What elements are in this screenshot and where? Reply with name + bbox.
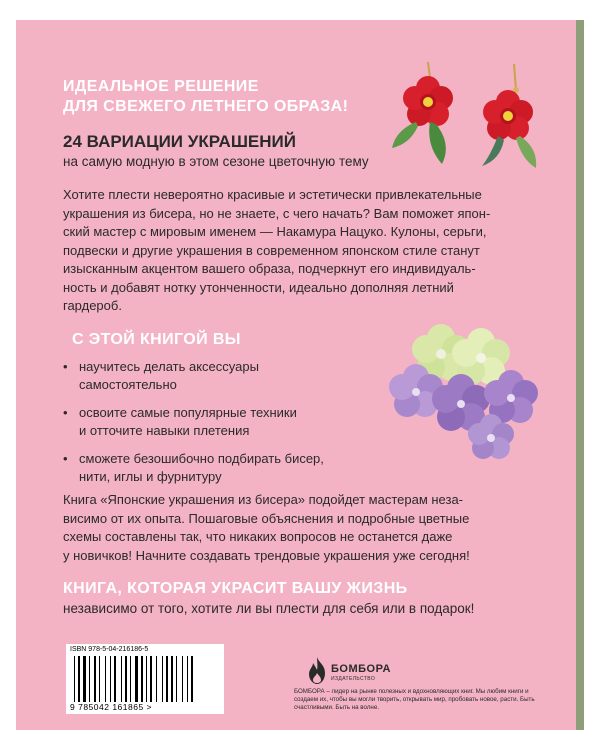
bombora-fire-logo-icon [305,656,329,686]
intro-line: Хотите плести невероятно красивые и эстетически привлекательные [63,187,482,202]
benefit-line: сможете безошибочно подбирать бисер, [79,451,324,466]
bullet-icon: • [63,405,68,420]
benefit-line: научитесь делать аксессуары [79,359,259,374]
closing-line: висимо от их опыта. Пошаговые объяснения и подробные цветные [63,510,470,526]
publisher-subtitle: ИЗДАТЕЛЬСТВО [331,676,376,682]
red-flower-earrings-image [386,60,551,175]
intro-line: ский мастер с мировым именем — Накамура Нацуко. Кулоны, серьги, [63,224,487,239]
back-cover [16,20,584,730]
benefits-list [63,358,383,496]
publisher-tagline: БОМБОРА – лидер на рынке полезных и вдохновляющих книг. Мы любим книги и создаем их, чтобы вы могли творить, открывать мир, пробовать новое, расти. Быть счастливыми. Быть на волне. [294,688,535,711]
slogan-title: КНИГА, КОТОРАЯ УКРАСИТ ВАШУ ЖИЗНЬ [63,580,408,597]
closing-paragraph [63,491,573,565]
intro-paragraph [63,186,563,316]
bullet-icon: • [63,359,68,374]
intro-line: украшения из бисера, но не знаете, с чего начать? Вам поможет япон- [63,205,491,221]
variations-subtitle: на самую модную в этом сезоне цветочную тему [63,154,369,169]
variations-title: 24 ВАРИАЦИИ УКРАШЕНИЙ [63,132,296,151]
intro-line: гардероб. [63,298,122,313]
benefit-item [63,450,383,486]
intro-line: ность и добавят нотку утонченности, идеально дополняя летний [63,279,454,295]
benefit-line: освоите самые популярные техники [79,405,297,420]
benefit-item [63,358,383,394]
benefit-item [63,404,383,440]
benefit-line: нити, иглы и фурнитуру [79,469,222,484]
slogan-subtitle: независимо от того, хотите ли вы плести для себя или в подарок! [63,601,475,616]
benefit-line: и отточите навыки плетения [79,423,250,438]
spine-strip [576,20,584,730]
purple-beaded-flowers-image [371,312,556,462]
barcode-icon [74,656,216,702]
headline [63,77,348,117]
closing-line: у новичков! Начните создавать трендовые украшения уже сегодня! [63,547,470,563]
headline-line2: ДЛЯ СВЕЖЕГО ЛЕТНЕГО ОБРАЗА! [63,98,349,115]
closing-line: схемы составлены так, что никаких вопросов не останется даже [63,529,453,544]
barcode-digits: 9 785042 161865 > [70,702,153,712]
headline-line1: ИДЕАЛЬНОЕ РЕШЕНИЕ [63,78,259,95]
closing-line: Книга «Японские украшения из бисера» подойдет мастерам неза- [63,492,464,507]
isbn-label: ISBN 978-5-04-216186-5 [70,646,149,653]
intro-line: изысканным акцентом вашего образа, подчеркнут его индивидуаль- [63,261,476,276]
benefit-line: самостоятельно [79,377,177,392]
bullet-icon: • [63,451,68,466]
benefits-title: С ЭТОЙ КНИГОЙ ВЫ [72,331,241,348]
intro-line: подвески и другие украшения в современном японском стиле станут [63,242,480,258]
publisher-name: БОМБОРА [331,663,391,675]
isbn-barcode-box [66,644,224,714]
